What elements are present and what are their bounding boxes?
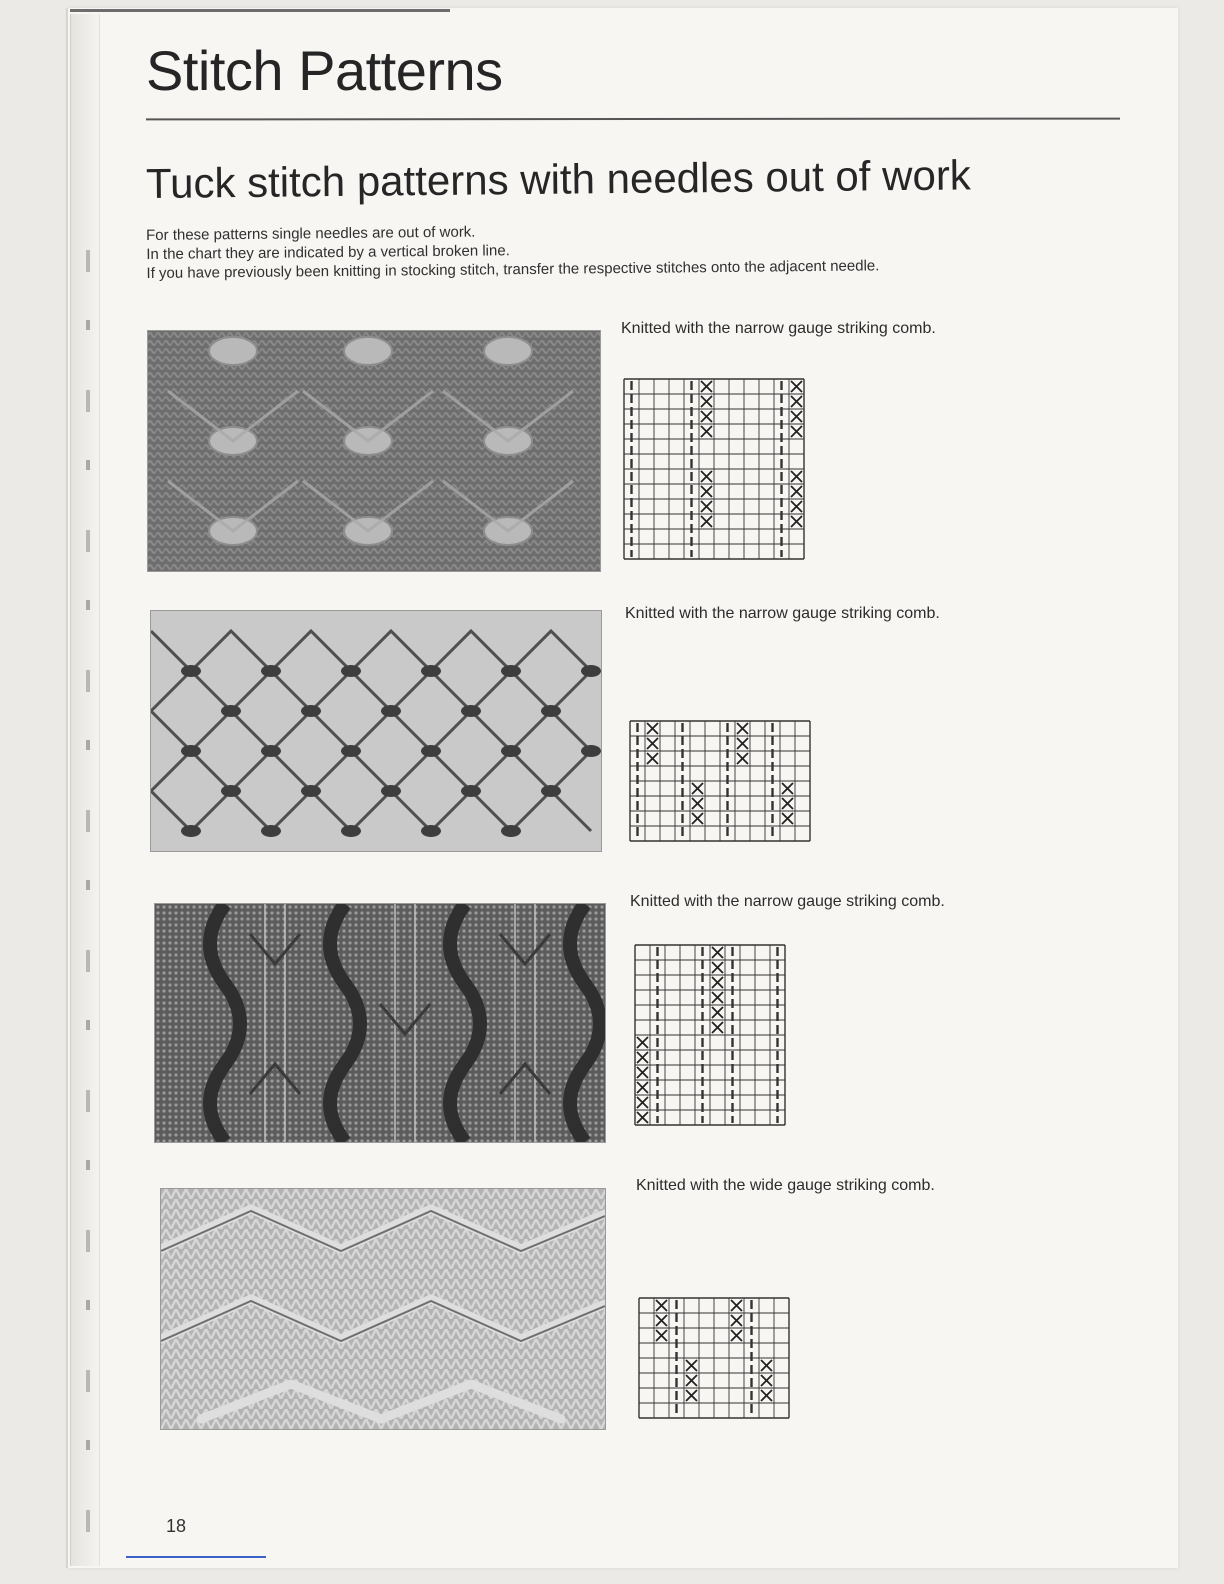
tuck-stitch-cross	[656, 1315, 667, 1326]
tuck-stitch-cross	[731, 1330, 742, 1341]
swatch-photo-4	[160, 1188, 606, 1430]
tuck-stitch-cross	[791, 471, 802, 482]
stitch-chart-2	[629, 720, 811, 842]
tuck-stitch-cross	[712, 1007, 723, 1018]
swatch-texture-2	[151, 611, 601, 851]
tuck-stitch-cross	[791, 411, 802, 422]
tuck-stitch-cross	[791, 396, 802, 407]
tuck-stitch-cross	[791, 516, 802, 527]
tuck-stitch-cross	[637, 1112, 648, 1123]
tuck-stitch-cross	[782, 813, 793, 824]
tuck-stitch-cross	[686, 1390, 697, 1401]
tuck-stitch-cross	[791, 381, 802, 392]
link-underline	[126, 1556, 266, 1558]
tuck-stitch-cross	[731, 1315, 742, 1326]
chart-grid	[638, 1297, 790, 1419]
tuck-stitch-cross	[712, 962, 723, 973]
tuck-stitch-cross	[701, 516, 712, 527]
stitch-chart-4	[638, 1297, 790, 1419]
tuck-stitch-cross	[692, 783, 703, 794]
tuck-stitch-cross	[782, 798, 793, 809]
tuck-stitch-cross	[737, 738, 748, 749]
tuck-stitch-cross	[712, 947, 723, 958]
swatch-photo-3	[154, 903, 606, 1143]
stitch-chart-3	[634, 944, 786, 1126]
binding-marks	[86, 250, 90, 1550]
intro-text	[146, 216, 1107, 283]
tuck-stitch-cross	[692, 798, 703, 809]
tuck-stitch-cross	[637, 1067, 648, 1078]
tuck-stitch-cross	[701, 411, 712, 422]
tuck-stitch-cross	[701, 426, 712, 437]
tuck-stitch-cross	[791, 486, 802, 497]
tuck-stitch-cross	[637, 1037, 648, 1048]
pattern-caption-4: Knitted with the wide gauge striking comb.	[636, 1177, 935, 1194]
tuck-stitch-cross	[656, 1330, 667, 1341]
swatch-texture-3	[155, 904, 605, 1142]
tuck-stitch-cross	[712, 1022, 723, 1033]
swatch-texture-1	[148, 331, 600, 571]
chart-grid	[634, 944, 786, 1126]
tuck-stitch-cross	[712, 977, 723, 988]
tuck-stitch-cross	[647, 738, 658, 749]
section-title: Tuck stitch patterns with needles out of work	[145, 151, 972, 207]
tuck-stitch-cross	[761, 1375, 772, 1386]
tuck-stitch-cross	[656, 1300, 667, 1311]
chart-grid	[623, 378, 805, 560]
tuck-stitch-cross	[637, 1052, 648, 1063]
swatch-photo-2	[150, 610, 602, 852]
tuck-stitch-cross	[701, 501, 712, 512]
swatch-texture-4	[161, 1189, 605, 1429]
pattern-caption-1: Knitted with the narrow gauge striking comb.	[621, 320, 936, 337]
page-title: Stitch Patterns	[146, 39, 503, 102]
stitch-chart-1	[623, 378, 805, 560]
intro-line: If you have previously been knitting in stocking stitch, transfer the respective stitches onto the adjacent needle.	[146, 257, 880, 282]
tuck-stitch-cross	[791, 426, 802, 437]
tuck-stitch-cross	[686, 1375, 697, 1386]
page-number: 18	[166, 1516, 187, 1536]
tuck-stitch-cross	[761, 1390, 772, 1401]
pattern-caption-3: Knitted with the narrow gauge striking comb.	[630, 893, 945, 910]
tuck-stitch-cross	[712, 992, 723, 1003]
tuck-stitch-cross	[637, 1097, 648, 1108]
tuck-stitch-cross	[761, 1360, 772, 1371]
pattern-caption-2: Knitted with the narrow gauge striking comb.	[625, 605, 940, 622]
tuck-stitch-cross	[701, 471, 712, 482]
tuck-stitch-cross	[737, 723, 748, 734]
tuck-stitch-cross	[686, 1360, 697, 1371]
tuck-stitch-cross	[737, 753, 748, 764]
tuck-stitch-cross	[782, 783, 793, 794]
tuck-stitch-cross	[647, 753, 658, 764]
tuck-stitch-cross	[647, 723, 658, 734]
tuck-stitch-cross	[637, 1082, 648, 1093]
intro-line: For these patterns single needles are out of work.	[146, 223, 476, 244]
tuck-stitch-cross	[701, 396, 712, 407]
swatch-photo-1	[147, 330, 601, 572]
tuck-stitch-cross	[701, 381, 712, 392]
chart-grid	[629, 720, 811, 842]
tuck-stitch-cross	[701, 486, 712, 497]
binding-edge	[70, 14, 100, 1566]
intro-line: In the chart they are indicated by a vertical broken line.	[146, 242, 510, 263]
top-rule	[70, 9, 450, 12]
tuck-stitch-cross	[731, 1300, 742, 1311]
tuck-stitch-cross	[791, 501, 802, 512]
tuck-stitch-cross	[692, 813, 703, 824]
